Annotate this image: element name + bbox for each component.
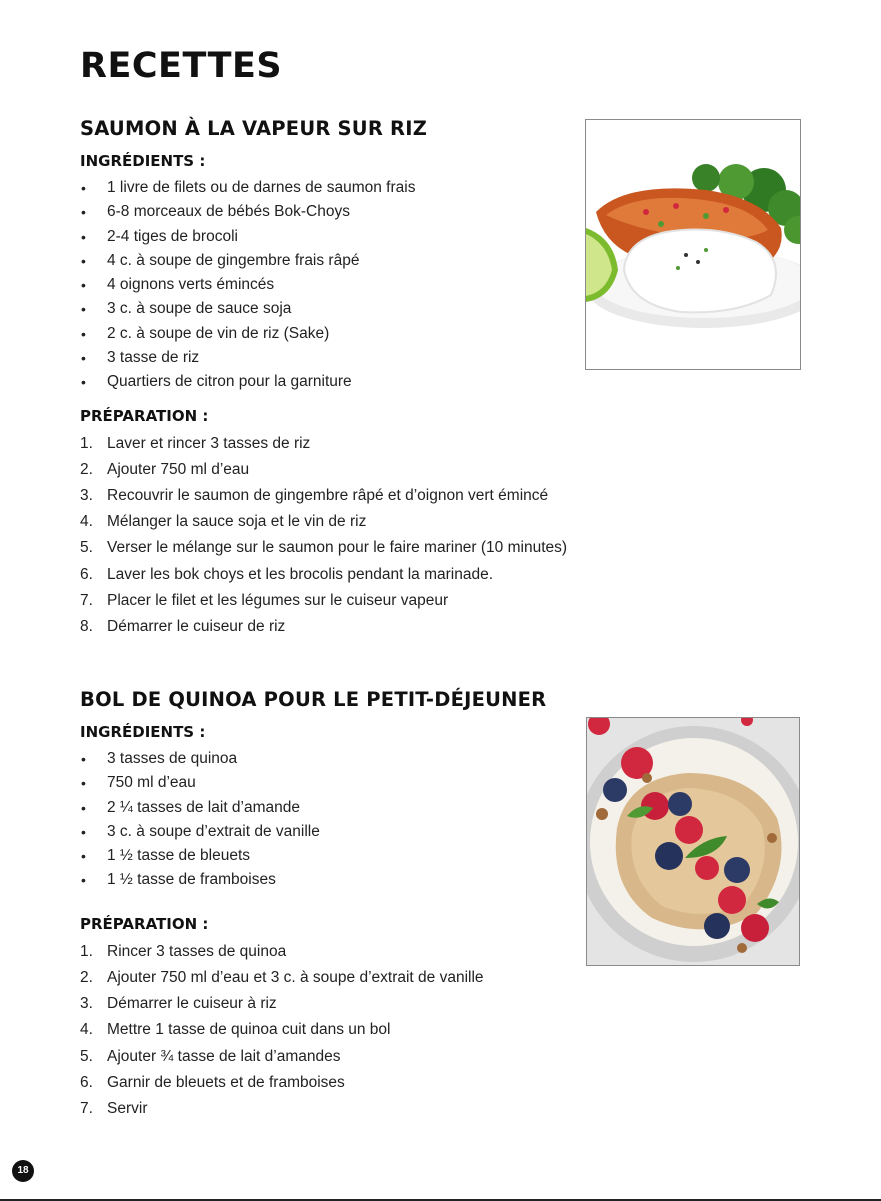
step-item (80, 588, 610, 614)
list-item: • Quartiers de citron pour la garniture (80, 370, 610, 394)
step-number: 1. (80, 434, 93, 452)
list-item: • 6-8 morceaux de bébés Bok-Choys (80, 200, 610, 224)
step-number: 3. (80, 487, 93, 505)
step-item (80, 562, 610, 588)
list-item: • 1 livre de filets ou de darnes de saumon frais (80, 176, 610, 200)
step-item (80, 991, 610, 1017)
step-number: 7. (80, 591, 93, 609)
recipe-salmon (80, 117, 610, 640)
list-item: • 3 c. à soupe d’extrait de vanille (80, 820, 610, 844)
step-item (80, 614, 610, 640)
list-item: • 1 ½ tasse de bleuets (80, 844, 610, 868)
step-number: 6. (80, 565, 93, 583)
step-text: Garnir de bleuets et de framboises (107, 1073, 345, 1091)
step-number: 2. (80, 460, 93, 478)
ingredients-list (80, 176, 610, 395)
step-number: 6. (80, 1073, 93, 1091)
step-text: Laver et rincer 3 tasses de riz (107, 434, 311, 452)
step-text: Démarrer le cuiseur de riz (107, 617, 286, 635)
step-item (80, 1070, 610, 1096)
quinoa-bowl-photo (586, 717, 800, 966)
ingredients-heading: INGRÉDIENTS : (80, 152, 206, 170)
step-item (80, 431, 610, 457)
step-number: 5. (80, 1047, 93, 1065)
list-item: • 3 c. à soupe de sauce soja (80, 297, 610, 321)
step-text: Rincer 3 tasses de quinoa (107, 942, 287, 960)
step-item (80, 535, 610, 561)
step-text: Placer le filet et les légumes sur le cuiseur vapeur (107, 591, 449, 609)
step-text: Verser le mélange sur le saumon pour le faire mariner (10 minutes) (107, 539, 568, 557)
step-item (80, 1044, 610, 1070)
step-item (80, 483, 610, 509)
salmon-dish-photo (585, 119, 801, 370)
step-number: 7. (80, 1099, 93, 1117)
step-item (80, 939, 610, 965)
step-item (80, 457, 610, 483)
step-number: 2. (80, 968, 93, 986)
step-text: Laver les bok choys et les brocolis pendant la marinade. (107, 565, 493, 583)
steps-list (80, 431, 610, 641)
step-item (80, 965, 610, 991)
list-item: • 750 ml d’eau (80, 771, 610, 795)
page-title: RECETTES (80, 46, 283, 86)
step-text: Servir (107, 1099, 148, 1117)
list-item: • 3 tasse de riz (80, 346, 610, 370)
step-text: Mélanger la sauce soja et le vin de riz (107, 513, 367, 531)
ingredients-list (80, 747, 610, 893)
step-text: Ajouter 750 ml d’eau (107, 460, 250, 478)
step-item (80, 509, 610, 535)
salmon-plate-icon (586, 120, 801, 370)
preparation-heading: PRÉPARATION : (80, 406, 209, 425)
list-item: • 2 c. à soupe de vin de riz (Sake) (80, 322, 610, 346)
step-number: 4. (80, 513, 93, 531)
ingredients-heading: INGRÉDIENTS : (80, 723, 206, 741)
list-item: • 2-4 tiges de brocoli (80, 225, 610, 249)
steps-list (80, 939, 610, 1122)
preparation-heading: PRÉPARATION : (80, 914, 209, 933)
step-text: Mettre 1 tasse de quinoa cuit dans un bol (107, 1021, 391, 1039)
step-text: Démarrer le cuiseur à riz (107, 995, 277, 1013)
step-number: 8. (80, 617, 93, 635)
recipe-quinoa (80, 688, 610, 1122)
step-number: 5. (80, 539, 93, 557)
step-number: 3. (80, 995, 93, 1013)
page-number-badge: 18 (12, 1160, 34, 1182)
list-item: • 4 c. à soupe de gingembre frais râpé (80, 249, 610, 273)
step-text: Ajouter 750 ml d’eau et 3 c. à soupe d’extrait de vanille (107, 968, 484, 986)
recipe-title: SAUMON À LA VAPEUR SUR RIZ (80, 117, 428, 140)
step-text: Ajouter ¾ tasse de lait d’amandes (107, 1047, 341, 1065)
step-number: 4. (80, 1021, 93, 1039)
list-item: • 2 ¼ tasses de lait d’amande (80, 796, 610, 820)
list-item: • 1 ½ tasse de framboises (80, 868, 610, 892)
quinoa-bowl-icon (587, 718, 800, 966)
recipe-title: BOL DE QUINOA POUR LE PETIT-DÉJEUNER (80, 688, 547, 711)
step-text: Recouvrir le saumon de gingembre râpé et d’oignon vert émincé (107, 487, 549, 505)
step-item (80, 1017, 610, 1043)
step-item (80, 1096, 610, 1122)
list-item: • 4 oignons verts émincés (80, 273, 610, 297)
list-item: • 3 tasses de quinoa (80, 747, 610, 771)
step-number: 1. (80, 942, 93, 960)
